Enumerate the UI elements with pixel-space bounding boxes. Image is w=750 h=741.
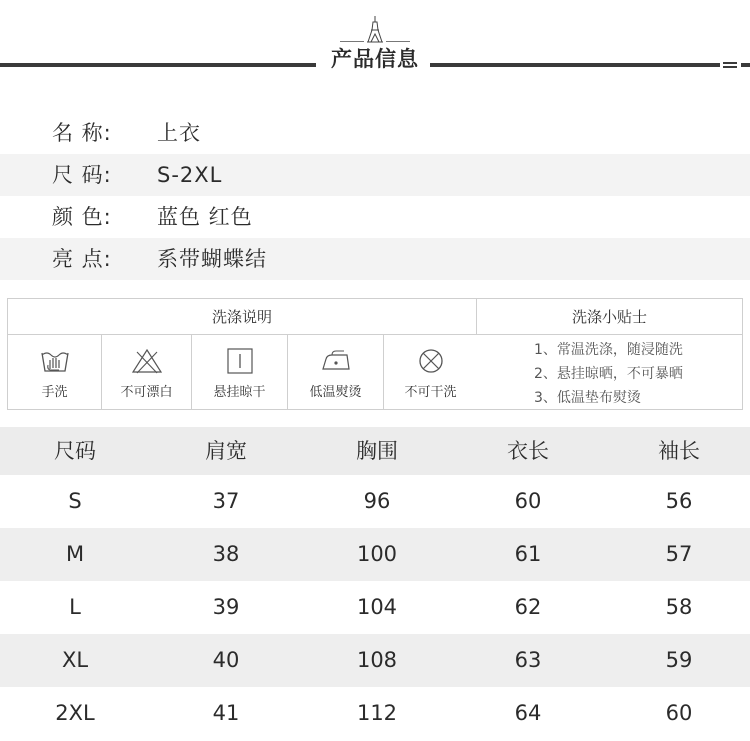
care-label: 悬挂晾干 <box>213 385 266 400</box>
divider-line <box>340 41 364 42</box>
table-cell: 2XL <box>55 701 95 725</box>
divider-bar-left <box>0 63 316 67</box>
hang-dry-icon <box>224 347 256 375</box>
info-label: 颜 色: <box>52 205 112 229</box>
column-header: 胸围 <box>356 439 398 463</box>
table-cell: 40 <box>212 648 240 672</box>
care-label: 不可干洗 <box>404 385 457 400</box>
eiffel-tower-icon <box>362 16 388 44</box>
no-bleach-icon <box>131 347 163 375</box>
divider-bar-end <box>741 63 750 67</box>
care-icons <box>8 335 477 409</box>
info-value: 系带蝴蝶结 <box>157 247 267 271</box>
divider-bar-right <box>430 63 720 67</box>
care-cell <box>8 335 102 409</box>
care-cell <box>288 335 384 409</box>
table-cell: 100 <box>356 542 398 566</box>
care-cell <box>384 335 477 409</box>
size-table <box>0 427 750 740</box>
table-cell: 104 <box>356 595 398 619</box>
table-cell: 61 <box>514 542 542 566</box>
table-cell: 59 <box>665 648 693 672</box>
info-row-highlight <box>0 238 750 280</box>
no-dry-clean-icon <box>415 347 447 375</box>
care-tips-title: 洗涤小贴士 <box>571 308 647 326</box>
info-label: 亮 点: <box>52 247 112 271</box>
column-header: 衣长 <box>507 439 549 463</box>
section-title: 产品信息 <box>331 47 419 71</box>
table-row <box>0 634 750 687</box>
column-header: 尺码 <box>54 439 96 463</box>
care-header-row <box>8 299 742 335</box>
care-cell <box>102 335 192 409</box>
table-cell: 64 <box>514 701 542 725</box>
table-cell: 57 <box>665 542 693 566</box>
table-cell: 96 <box>363 489 391 513</box>
care-label: 不可漂白 <box>120 385 173 400</box>
table-cell: 41 <box>212 701 240 725</box>
info-value: 蓝色 红色 <box>157 205 253 229</box>
info-label: 尺 码: <box>52 163 112 187</box>
table-row <box>0 528 750 581</box>
column-header: 袖长 <box>658 439 700 463</box>
table-cell: 60 <box>665 701 693 725</box>
table-cell: 39 <box>212 595 240 619</box>
care-tip: 3、低温垫布熨烫 <box>534 390 641 406</box>
info-row-size <box>0 154 750 196</box>
table-row <box>0 475 750 528</box>
low-iron-icon <box>320 347 352 375</box>
divider-dash <box>723 66 737 68</box>
table-cell: 56 <box>665 489 693 513</box>
table-cell: 108 <box>356 648 398 672</box>
care-label: 手洗 <box>41 385 68 400</box>
column-header: 肩宽 <box>205 439 247 463</box>
section-header <box>0 0 750 90</box>
table-cell: XL <box>61 648 89 672</box>
care-table <box>7 298 743 410</box>
care-tip: 1、常温洗涤，随浸随洗 <box>534 342 683 358</box>
care-label: 低温熨烫 <box>309 385 362 400</box>
table-cell: 62 <box>514 595 542 619</box>
divider-line <box>386 41 410 42</box>
care-cell <box>192 335 288 409</box>
care-tip: 2、悬挂晾晒，不可暴晒 <box>534 366 683 382</box>
table-cell: 60 <box>514 489 542 513</box>
table-row <box>0 581 750 634</box>
info-value: S-2XL <box>157 163 223 187</box>
info-row-name <box>0 112 750 154</box>
size-table-header <box>0 427 750 475</box>
table-cell: 58 <box>665 595 693 619</box>
care-instructions-title: 洗涤说明 <box>8 299 477 334</box>
table-cell: 38 <box>212 542 240 566</box>
info-label: 名 称: <box>52 121 112 145</box>
table-cell: 63 <box>514 648 542 672</box>
table-cell: 112 <box>356 701 398 725</box>
divider-dash <box>723 62 737 64</box>
info-value: 上衣 <box>157 121 201 145</box>
table-cell: S <box>68 489 82 513</box>
hand-wash-icon <box>39 347 71 375</box>
product-info <box>0 112 750 280</box>
table-cell: 37 <box>212 489 240 513</box>
info-row-color <box>0 196 750 238</box>
table-cell: L <box>69 595 81 619</box>
care-tips <box>477 335 742 409</box>
table-cell: M <box>65 542 85 566</box>
table-row <box>0 687 750 740</box>
